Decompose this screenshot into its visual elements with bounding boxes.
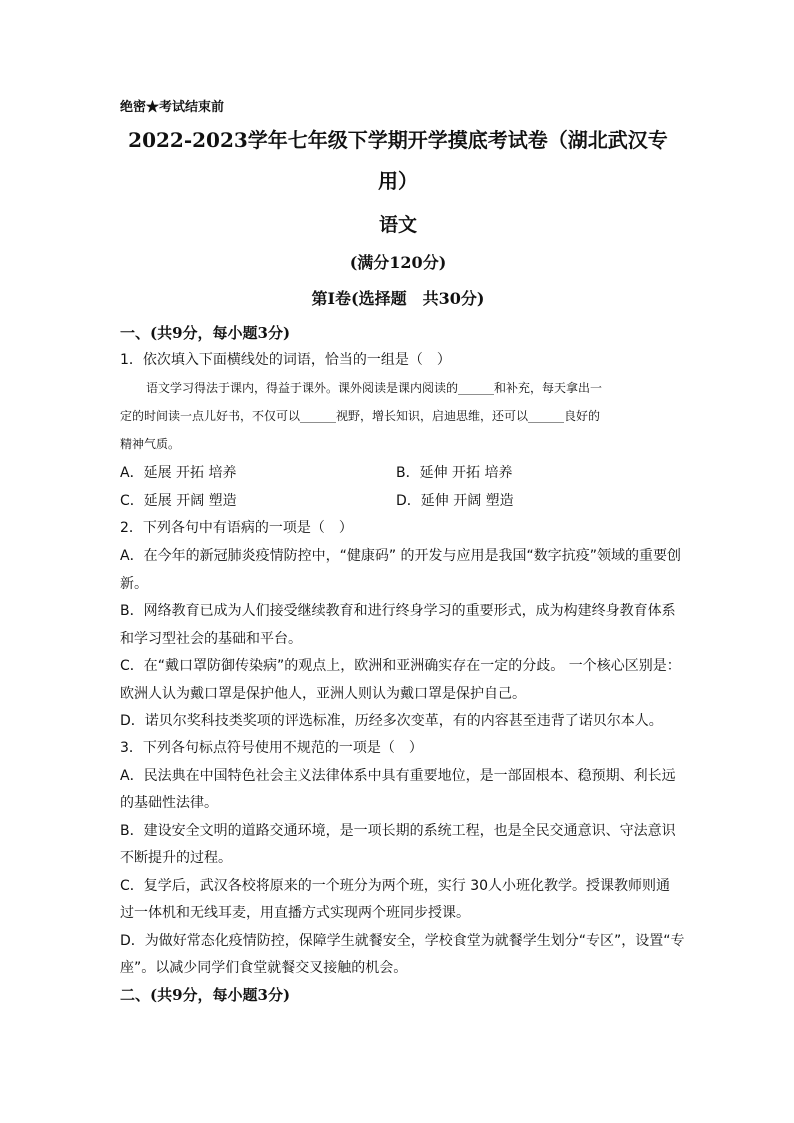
q2-option-b-line1: B．网络教育已成为人们接受继续教育和进行终身学习的重要形式，成为构建终身教育体系 (120, 603, 676, 619)
q3-option-a-line1: A．民法典在中国特色社会主义法律体系中具有重要地位，是一部固根本、稳预期、利长远 (120, 768, 676, 784)
q1-option-c: C．延展 开阔 塑造 (120, 493, 237, 509)
q3-option-b-line2: 不断提升的过程。 (120, 850, 232, 866)
q1-stem: 1．依次填入下面横线处的词语，恰当的一组是（ ） (120, 352, 451, 368)
exam-title-line1: 2022-2023学年七年级下学期开学摸底考试卷（湖北武汉专 (128, 128, 668, 152)
q1-option-b: B．延伸 开拓 培养 (396, 465, 513, 481)
q2-option-a-line2: 新。 (120, 576, 148, 592)
q1-passage-line2: 定的时间读一点儿好书，不仅可以______视野，增长知识，启迪思维，还可以______良好的 (120, 409, 601, 423)
q3-stem: 3．下列各句标点符号使用不规范的一项是（ ） (120, 740, 423, 756)
q2-option-b-line2: 和学习型社会的基础和平台。 (120, 631, 302, 647)
subject-title: 语文 (378, 214, 417, 236)
q1-passage-line1: 语文学习得法于课内，得益于课外。课外阅读是课内阅读的______和补充，每天拿出一 (146, 381, 603, 395)
q2-option-a-line1: A．在今年的新冠肺炎疫情防控中，“健康码” 的开发与应用是我国“数字抗疫”领域的重要创 (120, 548, 682, 564)
exam-title-line2: 用） (378, 169, 418, 193)
q2-option-d-line1: D．诺贝尔奖科技类奖项的评选标准，历经多次变革，有的内容甚至违背了诺贝尔本人。 (120, 713, 663, 729)
q3-option-b-line1: B．建设安全文明的道路交通环境，是一项长期的系统工程，也是全民交通意识、守法意识 (120, 823, 676, 839)
q3-option-d-line2: 座”。以减少同学们食堂就餐交叉接触的机会。 (120, 960, 408, 976)
q2-option-c-line1: C．在“戴口罩防御传染病”的观点上，欧洲和亚洲确实存在一定的分歧。 一个核心区别是： (120, 658, 681, 674)
section1-heading: 一、(共9分，每小题3分) (120, 324, 291, 342)
q3-option-a-line2: 的基础性法律。 (120, 795, 218, 811)
q1-option-a: A．延展 开拓 培养 (120, 465, 237, 481)
q3-option-c-line1: C．复学后，武汉各校将原来的一个班分为两个班，实行 30人小班化教学。授课教师则通 (120, 878, 671, 894)
q2-stem: 2．下列各句中有语病的一项是（ ） (120, 520, 353, 536)
q2-option-c-line2: 欧洲人认为戴口罩是保护他人，亚洲人则认为戴口罩是保护自己。 (120, 686, 526, 702)
section2-heading: 二、(共9分，每小题3分) (120, 986, 291, 1004)
q3-option-c-line2: 过一体机和无线耳麦，用直播方式实现两个班同步授课。 (120, 905, 470, 921)
q1-option-d: D．延伸 开阔 塑造 (396, 493, 514, 509)
full-score: (满分120分) (349, 253, 447, 272)
part-heading: 第I卷(选择题 共30分) (311, 289, 485, 308)
secret-label: 绝密★考试结束前 (120, 100, 225, 115)
q3-option-d-line1: D．为做好常态化疫情防控，保障学生就餐安全，学校食堂为就餐学生划分“专区”，设置“专 (120, 933, 685, 949)
q1-passage-line3: 精神气质。 (120, 437, 181, 451)
